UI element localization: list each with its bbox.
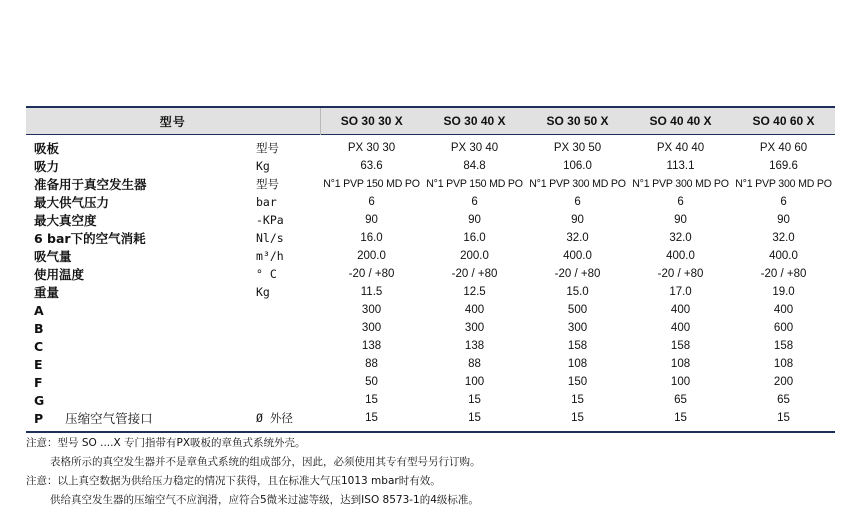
row-label <box>26 409 254 427</box>
cell-value: 16.0 <box>463 232 486 244</box>
note-line: 注意：型号 SO ....X 专门指带有PX吸板的章鱼式系统外壳。 <box>26 437 306 449</box>
cell-value: 500 <box>567 304 588 316</box>
cell-value: 158 <box>670 340 691 352</box>
table-row <box>26 355 835 373</box>
row-label-text: 6 bar下的空气消耗 <box>34 231 146 246</box>
cell-value: 108 <box>773 358 794 370</box>
row-label-text: B <box>34 320 44 336</box>
row-label-text: 重量 <box>34 285 60 300</box>
cell-value: 90 <box>777 214 790 226</box>
row-label <box>26 391 254 409</box>
cell-value: 108 <box>670 358 691 370</box>
row-unit: Kg <box>256 159 270 173</box>
cell-value: -20 / +80 <box>554 268 601 280</box>
cell-value: 15 <box>468 412 481 424</box>
row-unit: -KPa <box>256 213 284 227</box>
cell-value: 65 <box>777 394 790 406</box>
notes <box>26 434 481 510</box>
spec-table <box>26 108 835 427</box>
cell-value: 600 <box>773 322 794 334</box>
cell-value: 200.0 <box>357 250 386 262</box>
row-unit: ° C <box>256 267 277 281</box>
table-row <box>26 247 835 265</box>
column-header: SO 30 30 X <box>320 108 423 135</box>
row-label <box>26 247 254 265</box>
row-label-text: C <box>34 338 44 354</box>
table-row <box>26 175 835 193</box>
cell-value: 19.0 <box>772 286 795 298</box>
cell-value: -20 / +80 <box>657 268 704 280</box>
row-label <box>26 373 254 391</box>
row-label-text: 吸气量 <box>34 249 72 264</box>
cell-value: 32.0 <box>566 232 589 244</box>
row-label <box>26 265 254 283</box>
row-unit: Nl/s <box>256 231 284 245</box>
table-row <box>26 135 835 158</box>
column-header: SO 40 60 X <box>732 108 835 135</box>
cell-value: 169.6 <box>769 160 798 172</box>
row-sublabel: 压缩空气管接口 <box>65 411 153 426</box>
row-label-text: 最大真空度 <box>34 213 97 228</box>
cell-value: 138 <box>361 340 382 352</box>
table-row <box>26 337 835 355</box>
cell-value: 63.6 <box>360 160 383 172</box>
row-unit: 型号 <box>256 177 279 191</box>
cell-value: 150 <box>567 376 588 388</box>
cell-value: 32.0 <box>669 232 692 244</box>
row-label <box>26 229 254 247</box>
table-row <box>26 373 835 391</box>
row-label-text: 吸力 <box>34 159 60 174</box>
table-row <box>26 211 835 229</box>
spec-sheet <box>26 106 835 433</box>
cell-value: 6 <box>574 196 581 208</box>
cell-value: 400.0 <box>666 250 695 262</box>
column-header: SO 30 50 X <box>526 108 629 135</box>
cell-value: 15 <box>571 394 584 406</box>
row-label <box>26 319 254 337</box>
table-row <box>26 265 835 283</box>
cell-value: N°1 PVP 150 MD PO <box>323 178 420 190</box>
header-row <box>26 108 835 135</box>
table-row <box>26 283 835 301</box>
row-label-text: G <box>34 392 45 408</box>
row-label <box>26 211 254 229</box>
table-row <box>26 157 835 175</box>
cell-value: 300 <box>361 304 382 316</box>
row-label <box>26 301 254 319</box>
cell-value: 16.0 <box>360 232 383 244</box>
cell-value: 100 <box>464 376 485 388</box>
row-unit: bar <box>256 195 277 209</box>
cell-value: 15 <box>571 412 584 424</box>
cell-value: 6 <box>471 196 478 208</box>
row-label <box>26 283 254 301</box>
cell-value: 400 <box>670 322 691 334</box>
cell-value: 200 <box>773 376 794 388</box>
cell-value: N°1 PVP 300 MD PO <box>735 178 832 190</box>
cell-value: 300 <box>361 322 382 334</box>
model-header: 型号 <box>26 108 320 135</box>
note-line: 表格所示的真空发生器并不是章鱼式系统的组成部分，因此，必须使用其专有型号另行订购。 <box>50 456 481 468</box>
cell-value: 32.0 <box>772 232 795 244</box>
cell-value: 400 <box>773 304 794 316</box>
table-row <box>26 319 835 337</box>
row-label <box>26 135 254 158</box>
cell-value: -20 / +80 <box>348 268 395 280</box>
cell-value: 88 <box>365 358 378 370</box>
column-header: SO 30 40 X <box>423 108 526 135</box>
row-label-text: 最大供气压力 <box>34 195 110 210</box>
table-row <box>26 229 835 247</box>
cell-value: 138 <box>464 340 485 352</box>
row-label <box>26 355 254 373</box>
cell-value: 15 <box>365 394 378 406</box>
cell-value: PX 40 40 <box>656 142 705 154</box>
cell-value: PX 30 40 <box>450 142 499 154</box>
cell-value: 6 <box>780 196 787 208</box>
row-label <box>26 193 254 211</box>
row-label <box>26 337 254 355</box>
cell-value: 17.0 <box>669 286 692 298</box>
row-label-text: F <box>34 374 43 390</box>
cell-value: 50 <box>365 376 378 388</box>
row-label-text: 吸板 <box>34 141 60 156</box>
cell-value: N°1 PVP 150 MD PO <box>426 178 523 190</box>
note-line: 供给真空发生器的压缩空气不应润滑，应符合5微米过滤等级，达到ISO 8573-1的4级标准。 <box>50 494 479 506</box>
row-label-text: A <box>34 302 44 318</box>
cell-value: 90 <box>468 214 481 226</box>
row-label <box>26 175 254 193</box>
cell-value: 15 <box>777 412 790 424</box>
row-unit: m³/h <box>256 249 284 263</box>
cell-value: 90 <box>571 214 584 226</box>
row-unit <box>254 355 320 373</box>
cell-value: PX 40 60 <box>759 142 808 154</box>
cell-value: 65 <box>674 394 687 406</box>
cell-value: 300 <box>464 322 485 334</box>
cell-value: 15 <box>365 412 378 424</box>
row-unit <box>254 373 320 391</box>
table-body <box>26 135 835 428</box>
cell-value: 15 <box>674 412 687 424</box>
table-row <box>26 409 835 427</box>
cell-value: 15.0 <box>566 286 589 298</box>
row-label-text: 准备用于真空发生器 <box>34 177 147 192</box>
row-unit: 型号 <box>256 141 279 155</box>
cell-value: PX 30 30 <box>347 142 396 154</box>
cell-value: 11.5 <box>360 286 383 298</box>
cell-value: 90 <box>365 214 378 226</box>
cell-value: N°1 PVP 300 MD PO <box>632 178 729 190</box>
cell-value: PX 30 50 <box>553 142 602 154</box>
note-line: 注意：以上真空数据为供给压力稳定的情况下获得，且在标准大气压1013 mbar时有效。 <box>26 475 441 487</box>
cell-value: -20 / +80 <box>760 268 807 280</box>
cell-value: 6 <box>677 196 684 208</box>
bottom-rule <box>26 431 835 433</box>
row-label-text: E <box>34 356 43 372</box>
cell-value: -20 / +80 <box>451 268 498 280</box>
cell-value: 106.0 <box>563 160 592 172</box>
row-unit <box>254 301 320 319</box>
row-unit <box>254 319 320 337</box>
row-unit <box>254 337 320 355</box>
table-row <box>26 301 835 319</box>
row-label <box>26 157 254 175</box>
cell-value: 400.0 <box>563 250 592 262</box>
cell-value: 400 <box>464 304 485 316</box>
row-unit <box>254 391 320 409</box>
row-unit: Kg <box>256 285 270 299</box>
cell-value: 158 <box>567 340 588 352</box>
cell-value: 108 <box>567 358 588 370</box>
table-row <box>26 391 835 409</box>
cell-value: 158 <box>773 340 794 352</box>
cell-value: 15 <box>468 394 481 406</box>
column-header: SO 40 40 X <box>629 108 732 135</box>
cell-value: 88 <box>468 358 481 370</box>
cell-value: 100 <box>670 376 691 388</box>
cell-value: 90 <box>674 214 687 226</box>
cell-value: 300 <box>567 322 588 334</box>
cell-value: 12.5 <box>463 286 486 298</box>
cell-value: 84.8 <box>463 160 486 172</box>
cell-value: 6 <box>368 196 375 208</box>
table-row <box>26 193 835 211</box>
cell-value: 400.0 <box>769 250 798 262</box>
cell-value: N°1 PVP 300 MD PO <box>529 178 626 190</box>
cell-value: 200.0 <box>460 250 489 262</box>
row-label-text: P <box>34 411 44 426</box>
row-unit: Ø 外径 <box>256 411 293 425</box>
row-label-text: 使用温度 <box>34 267 85 282</box>
cell-value: 400 <box>670 304 691 316</box>
cell-value: 113.1 <box>666 160 695 172</box>
